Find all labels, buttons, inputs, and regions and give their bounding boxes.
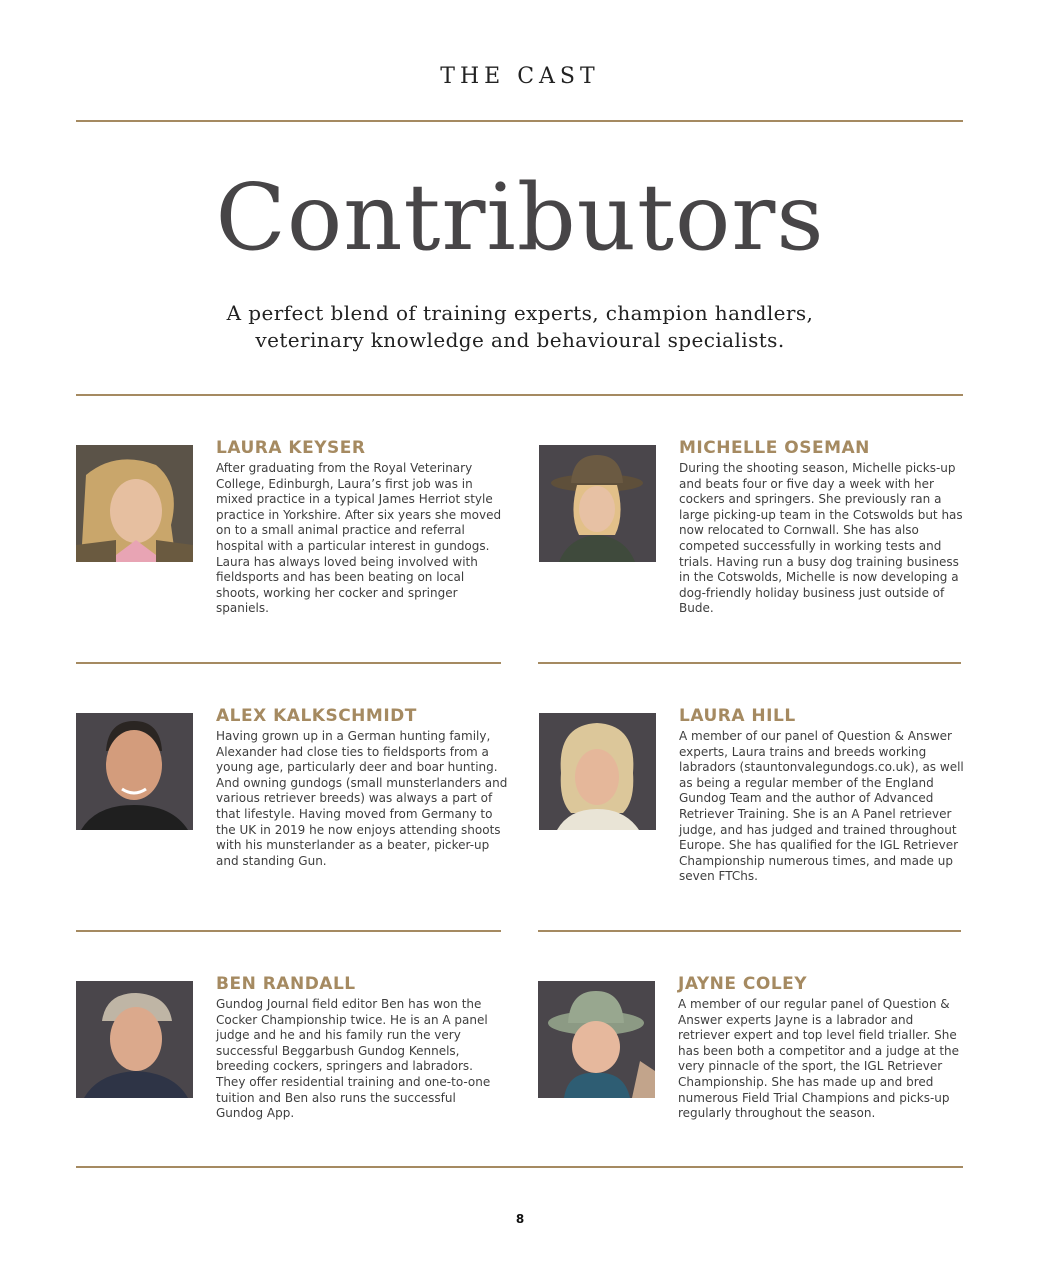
contributor-photo-alex-kalkschmidt: [76, 713, 193, 830]
contributor-bio: Gundog Journal field editor Ben has won the Cocker Championship twice. He is an A panel judge and he and his family run the very successful Beggarbush Gundog Kennels, breeding cockers, springers and labradors. They offer residential training and one-to-one tuition and Ben also runs the successful Gundog App.: [216, 997, 491, 1121]
contributor-name: BEN RANDALL: [216, 974, 356, 994]
footer-rule: [76, 1166, 963, 1168]
contributor-name: LAURA HILL: [679, 706, 796, 726]
page-number: 8: [515, 1212, 525, 1226]
page-subtitle: [200, 300, 840, 354]
contributor-name: LAURA KEYSER: [216, 438, 366, 458]
contributor-name: ALEX KALKSCHMIDT: [216, 706, 417, 726]
contributor-bio: During the shooting season, Michelle picks-up and beats four or five day a week with her cockers and springers. She previously ran a large picking-up team in the Cotswolds but has now relocated to Cornwall. She has also competed successfully in working tests and trials. Having run a busy dog training business in the Cotswolds, Michelle is now developing a dog-friendly holiday business just outside of Bude.: [679, 461, 963, 616]
contributor-name: MICHELLE OSEMAN: [679, 438, 870, 458]
contributor-bio: Having grown up in a German hunting family, Alexander had close ties to fieldsports from a young age, particularly deer and boar hunting. And owning gundogs (small munsterlanders and various retriever breeds) was always a part of that lifestyle. Having moved from Germany to the UK in 2019 he now enjoys attending shoots with his munsterlander as a beater, picker-up and standing Gun.: [216, 729, 508, 868]
divider-rule: [76, 930, 501, 932]
divider-rule: [538, 930, 961, 932]
contributor-name: JAYNE COLEY: [678, 974, 808, 994]
subtitle-line-1: A perfect blend of training experts, champion handlers,: [226, 301, 814, 325]
contributor-photo-michelle-oseman: [539, 445, 656, 562]
contributor-photo-laura-keyser: [76, 445, 193, 562]
contributor-photo-ben-randall: [76, 981, 193, 1098]
contributor-bio: A member of our panel of Question & Answer experts, Laura trains and breeds working labradors (stauntonvalegundogs.co.uk), as well as being a regular member of the England Gundog Team and the author of Advanced Retriever Training. She is an A Panel retriever judge, and has judged and trained throughout Europe. She has qualified for the IGL Retriever Championship numerous times, and made up seven FTChs.: [679, 729, 964, 884]
contributor-photo-laura-hill: [539, 713, 656, 830]
subtitle-line-2: veterinary knowledge and behavioural specialists.: [255, 328, 785, 352]
contributor-photo-jayne-coley: [538, 981, 655, 1098]
page-title: Contributors: [215, 164, 825, 271]
divider-rule: [76, 662, 501, 664]
divider-rule: [538, 662, 961, 664]
header-rule: [76, 120, 963, 122]
section-label: THE CAST: [440, 64, 600, 89]
contributor-bio: A member of our regular panel of Question & Answer experts Jayne is a labrador and retriever expert and top level field trialler. She has been both a competitor and a judge at the very pinnacle of the sport, the IGL Retriever Championship. She has made up and bred numerous Field Trial Champions and picks-up regularly throughout the season.: [678, 997, 960, 1121]
contributor-bio: After graduating from the Royal Veterinary College, Edinburgh, Laura’s first job was in mixed practice in a typical James Herriot style practice in Yorkshire. After six years she moved on to a small animal practice and referral hospital with a particular interest in gundogs. Laura has always loved being involved with fieldsports and has been beating on local shoots, working her cocker and springer spaniels.: [216, 461, 502, 616]
intro-rule: [76, 394, 963, 396]
